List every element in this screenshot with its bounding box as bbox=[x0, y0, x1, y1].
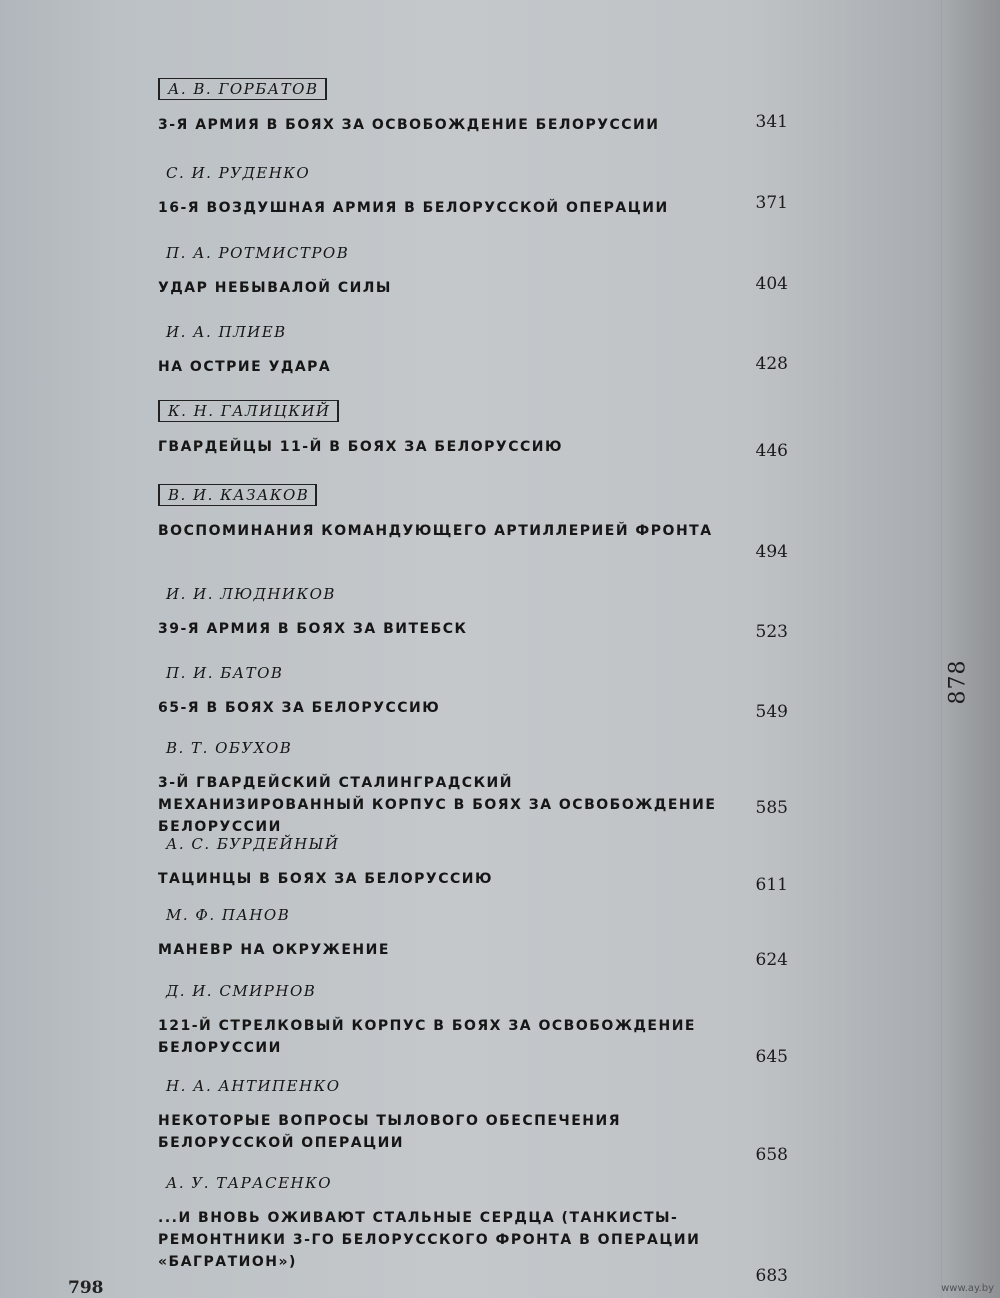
page-number: 798 bbox=[68, 1278, 104, 1298]
entry-title: НЕКОТОРЫЕ ВОПРОСЫ ТЫЛОВОГО ОБЕСПЕЧЕНИЯ БЕЛОРУССКОЙ ОПЕРАЦИИ bbox=[158, 1113, 622, 1151]
entry-page-number: 624 bbox=[755, 950, 788, 970]
entry-author: В. И. КАЗАКОВ bbox=[158, 484, 317, 506]
toc-entry bbox=[158, 322, 798, 378]
watermark: www.ay.by bbox=[941, 1283, 994, 1294]
toc-entry bbox=[158, 663, 798, 722]
entry-title: 3-Я АРМИЯ В БОЯХ ЗА ОСВОБОЖДЕНИЕ БЕЛОРУССИИ bbox=[158, 117, 660, 133]
entry-title: ГВАРДЕЙЦЫ 11-Й В БОЯХ ЗА БЕЛОРУССИЮ bbox=[158, 439, 563, 455]
entry-title: 3-Й ГВАРДЕЙСКИЙ СТАЛИНГРАДСКИЙ МЕХАНИЗИРОВАННЫЙ КОРПУС В БОЯХ ЗА ОСВОБОЖДЕНИЕ БЕЛОРУССИИ bbox=[158, 775, 717, 835]
entry-page-number: 494 bbox=[755, 542, 788, 562]
entry-page-number: 549 bbox=[755, 702, 788, 722]
entry-page-number: 446 bbox=[755, 441, 788, 461]
entry-title: ТАЦИНЦЫ В БОЯХ ЗА БЕЛОРУССИЮ bbox=[158, 871, 493, 887]
entry-author: М. Ф. ПАНОВ bbox=[166, 906, 291, 924]
toc-entry bbox=[158, 738, 798, 838]
toc-entry bbox=[158, 78, 798, 136]
entry-title: 65-Я В БОЯХ ЗА БЕЛОРУССИЮ bbox=[158, 700, 441, 716]
entry-page-number: 428 bbox=[755, 354, 788, 374]
entry-title: НА ОСТРИЕ УДАРА bbox=[158, 359, 332, 375]
entry-author: А. У. ТАРАСЕНКО bbox=[166, 1174, 333, 1192]
toc-entry bbox=[158, 484, 798, 562]
toc-entry bbox=[158, 981, 798, 1067]
entry-author: И. А. ПЛИЕВ bbox=[166, 323, 287, 341]
toc-entry bbox=[158, 584, 798, 640]
entry-author: А. В. ГОРБАТОВ bbox=[158, 78, 327, 100]
entry-page-number: 523 bbox=[755, 622, 788, 642]
entry-title: МАНЕВР НА ОКРУЖЕНИЕ bbox=[158, 942, 390, 958]
entry-page-number: 645 bbox=[755, 1047, 788, 1067]
entry-author: А. С. БУРДЕЙНЫЙ bbox=[166, 835, 340, 853]
entry-author: И. И. ЛЮДНИКОВ bbox=[166, 585, 336, 603]
entry-author: Н. А. АНТИПЕНКО bbox=[166, 1077, 341, 1095]
entry-title: 16-Я ВОЗДУШНАЯ АРМИЯ В БЕЛОРУССКОЙ ОПЕРАЦИИ bbox=[158, 200, 669, 216]
toc-entry bbox=[158, 1173, 798, 1286]
next-page-edge bbox=[941, 0, 1000, 1298]
entry-page-number: 341 bbox=[755, 112, 788, 132]
toc-entry bbox=[158, 163, 798, 219]
entry-page-number: 683 bbox=[755, 1266, 788, 1286]
entry-title: УДАР НЕБЫВАЛОЙ СИЛЫ bbox=[158, 280, 392, 296]
entry-title: ...И ВНОВЬ ОЖИВАЮТ СТАЛЬНЫЕ СЕРДЦА (ТАНКИСТЫ-РЕМОНТНИКИ 3-ГО БЕЛОРУССКОГО ФРОНТА В ОПЕРАЦИИ «БАГРАТИОН») bbox=[158, 1210, 701, 1270]
entry-author: П. И. БАТОВ bbox=[166, 664, 284, 682]
entry-author: С. И. РУДЕНКО bbox=[166, 164, 311, 182]
toc-entry bbox=[158, 905, 798, 970]
entry-page-number: 585 bbox=[755, 798, 788, 818]
entry-author: К. Н. ГАЛИЦКИЙ bbox=[158, 400, 339, 422]
entry-page-number: 658 bbox=[755, 1145, 788, 1165]
entry-page-number: 371 bbox=[755, 193, 788, 213]
entry-page-number: 404 bbox=[755, 274, 788, 294]
toc-entry bbox=[158, 834, 798, 895]
entry-title: 121-Й СТРЕЛКОВЫЙ КОРПУС В БОЯХ ЗА ОСВОБОЖДЕНИЕ БЕЛОРУССИИ bbox=[158, 1018, 696, 1056]
entry-author: Д. И. СМИРНОВ bbox=[166, 982, 317, 1000]
toc-entry bbox=[158, 400, 798, 461]
entry-page-number: 611 bbox=[755, 875, 788, 895]
toc-entry bbox=[158, 1076, 798, 1165]
side-page-number: 878 bbox=[945, 659, 971, 705]
entry-author: П. А. РОТМИСТРОВ bbox=[166, 244, 350, 262]
entry-title: ВОСПОМИНАНИЯ КОМАНДУЮЩЕГО АРТИЛЛЕРИЕЙ ФРОНТА bbox=[158, 523, 713, 539]
entry-author: В. Т. ОБУХОВ bbox=[166, 739, 293, 757]
toc-entry bbox=[158, 243, 798, 299]
entry-title: 39-Я АРМИЯ В БОЯХ ЗА ВИТЕБСК bbox=[158, 621, 468, 637]
